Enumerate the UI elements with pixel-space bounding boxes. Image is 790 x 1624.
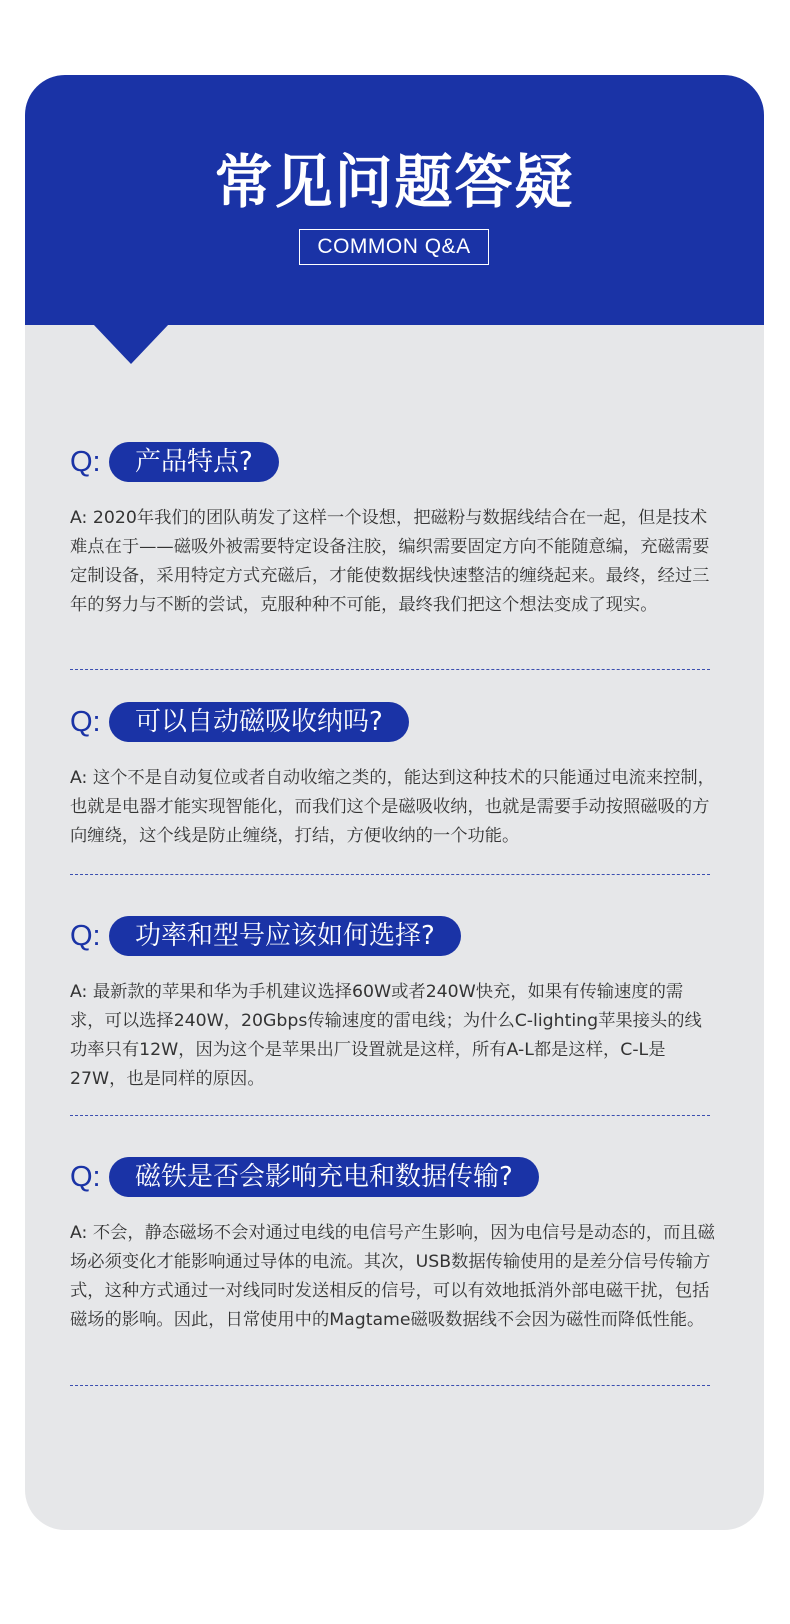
question-label: 功率和型号应该如何选择? [109,916,461,956]
dashed-divider [70,1115,710,1116]
faq-header [25,75,764,325]
answer-text: A: 不会，静态磁场不会对通过电线的电信号产生影响，因为电信号是动态的，而且磁场必须变化才能影响通过导体的电流。其次，USB数据传输使用的是差分信号传输方式，这种方式通过一对线同时发送相反的信号，可以有效地抵消外部电磁干扰，包括磁场的影响。因此，日常使用中的Magtame磁吸数据线不会因为磁性而降低性能。 [70,1223,715,1330]
faq-item-power-and-model [70,916,720,1094]
question-prefix: Q: [70,1161,101,1193]
question-row [70,442,720,482]
question-label: 产品特点? [109,442,279,482]
question-label: 磁铁是否会影响充电和数据传输? [109,1157,539,1197]
dashed-divider [70,669,710,670]
page-title: 常见问题答疑 [214,148,575,216]
faq-item-magnet-effect [70,1157,720,1335]
question-row [70,702,720,742]
question-prefix: Q: [70,446,101,478]
question-row [70,916,720,956]
faq-item-product-features [70,442,720,620]
answer-text: A: 2020年我们的团队萌发了这样一个设想，把磁粉与数据线结合在一起，但是技术难点在于——磁吸外被需要特定设备注胶，编织需要固定方向不能随意编，充磁需要定制设备，采用特定方式充磁后，才能使数据线快速整洁的缠绕起来。最终，经过三年的努力与不断的尝试，克服种种不可能，最终我们把这个想法变成了现实。 [70,508,710,615]
question-prefix: Q: [70,920,101,952]
header-pointer-triangle [93,324,169,364]
page-subtitle: COMMON Q&A [299,229,489,265]
question-label: 可以自动磁吸收纳吗? [109,702,409,742]
answer-text: A: 这个不是自动复位或者自动收缩之类的，能达到这种技术的只能通过电流来控制，也就是电器才能实现智能化，而我们这个是磁吸收纳，也就是需要手动按照磁吸的方向缠绕，这个线是防止缠绕，打结，方便收纳的一个功能。 [70,768,715,846]
dashed-divider [70,1385,710,1386]
answer-text: A: 最新款的苹果和华为手机建议选择60W或者240W快充，如果有传输速度的需求，可以选择240W，20Gbps传输速度的雷电线；为什么C-lighting苹果接头的线功率只有12W，因为这个是苹果出厂设置就是这样，所有A-L都是这样，C-L是27W，也是同样的原因。 [70,982,702,1089]
question-row [70,1157,720,1197]
question-prefix: Q: [70,706,101,738]
dashed-divider [70,874,710,875]
faq-card [25,75,764,1530]
faq-item-auto-magnetic-storage [70,702,720,851]
